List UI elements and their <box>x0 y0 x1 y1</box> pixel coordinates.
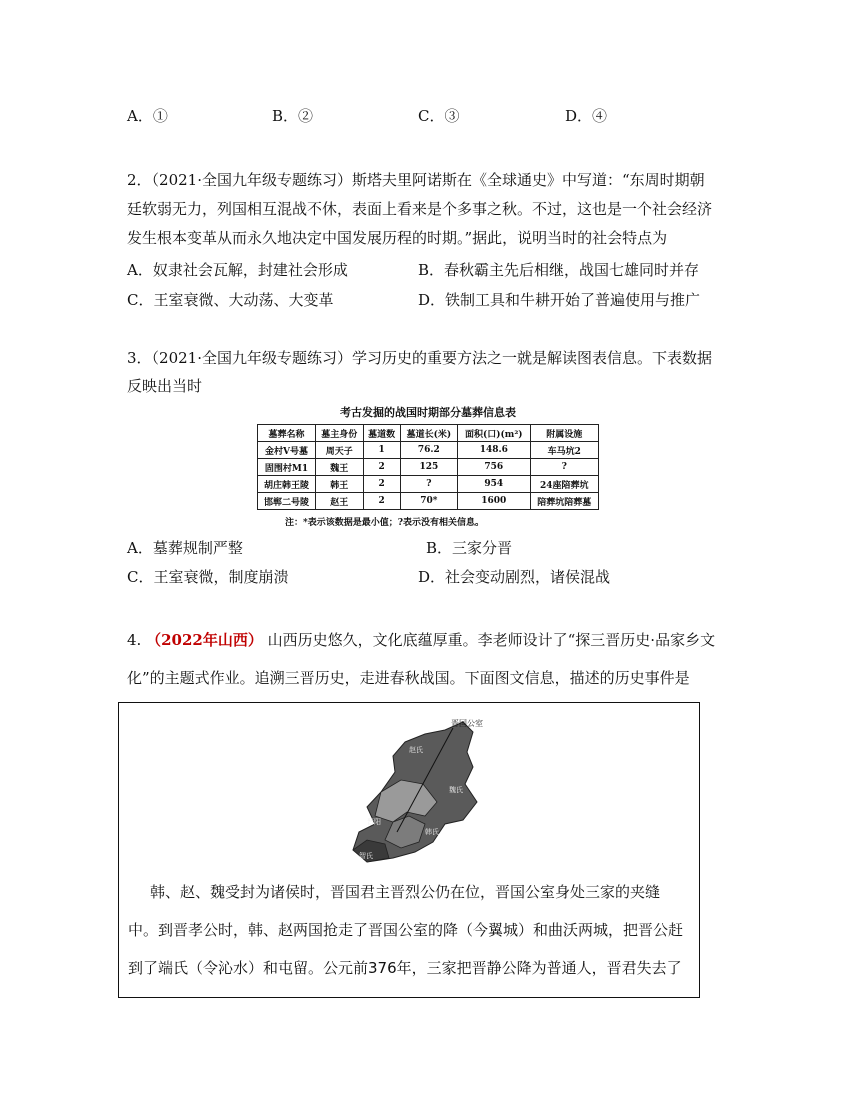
q3-option-c: C．王室衰微，制度崩溃 <box>127 568 289 586</box>
box-text-line2: 中。到晋孝公时，韩、赵两国抢走了晋国公室的降（今翼城）和曲沃两城，把晋公赶 <box>128 921 684 939</box>
table-cell: 韩王 <box>315 476 363 493</box>
q1-option-b: B．② <box>272 107 314 125</box>
q1-option-c: C．③ <box>418 107 460 125</box>
map-label-han: 韩氏 <box>425 828 439 836</box>
table-cell: 1600 <box>458 493 530 510</box>
table-row <box>258 476 599 493</box>
table-cell: 76.2 <box>400 442 457 459</box>
table-cell: 70* <box>400 493 457 510</box>
map-label-zhi: 智氏 <box>359 852 373 860</box>
q4-stem-text: 山西历史悠久，文化底蕴厚重。李老师设计了“探三晋历史·品家乡文 <box>267 631 716 649</box>
table-cell: 周天子 <box>315 442 363 459</box>
q2-option-b: B．春秋霸主先后相继，战国七雄同时并存 <box>418 261 700 279</box>
table-cell: 2 <box>363 493 400 510</box>
q4-stem-line1 <box>127 630 715 650</box>
table-cell: 邯郸二号陵 <box>258 493 316 510</box>
table-cell: 24座陪葬坑 <box>530 476 598 493</box>
table-row <box>258 442 599 459</box>
table-cell: 2 <box>363 476 400 493</box>
map-label-gongshi: 晋国公室 <box>451 719 483 728</box>
q2-option-a: A．奴隶社会瓦解，封建社会形成 <box>127 261 348 279</box>
table-header-cell: 墓道长(米) <box>400 425 457 442</box>
q3-stem-line1: 3．（2021·全国九年级专题练习）学习历史的重要方法之一就是解读图表信息。下表数据 <box>127 349 712 367</box>
q2-option-c: C．王室衰微、大动荡、大变革 <box>127 291 334 309</box>
table-cell: 954 <box>458 476 530 493</box>
table-cell: 1 <box>363 442 400 459</box>
table-cell: 赵王 <box>315 493 363 510</box>
q2-option-d: D．铁制工具和牛耕开始了普遍使用与推广 <box>418 291 701 309</box>
table-header-cell: 面积(口)(m²) <box>458 425 530 442</box>
q1-option-d: D．④ <box>565 107 608 125</box>
table-header-cell: 附属设施 <box>530 425 598 442</box>
table-row <box>258 459 599 476</box>
q3-option-b: B．三家分晋 <box>426 539 513 557</box>
table-note: 注：*表示该数据是最小值；?表示没有相关信息。 <box>285 518 484 528</box>
table-header-row <box>258 425 599 442</box>
box-text-line3: 到了端氏（令沁水）和屯留。公元前376年，三家把晋静公降为普通人，晋君失去了 <box>128 959 682 977</box>
table-header-cell: 墓道数 <box>363 425 400 442</box>
box-text-line1: 韩、赵、魏受封为诸侯时，晋国君主晋烈公仍在位，晋国公室身处三家的夹缝 <box>150 883 661 901</box>
q3-stem-line2: 反映出当时 <box>127 377 203 395</box>
table-header-cell: 墓葬名称 <box>258 425 316 442</box>
table-cell: ? <box>530 459 598 476</box>
table-cell: 陪葬坑陪葬墓 <box>530 493 598 510</box>
q3-option-a: A．墓葬规制严整 <box>127 539 243 557</box>
table-title: 考古发掘的战国时期部分墓葬信息表 <box>340 406 516 419</box>
q1-option-a: A．① <box>127 107 168 125</box>
jin-state-map <box>345 712 515 864</box>
table-cell: 金村V号墓 <box>258 442 316 459</box>
table-row <box>258 493 599 510</box>
q2-stem-line3: 发生根本变革从而永久地决定中国发展历程的时期。”据此，说明当时的社会特点为 <box>127 229 668 247</box>
table-cell: 125 <box>400 459 457 476</box>
table-cell: 2 <box>363 459 400 476</box>
q3-option-d: D．社会变动剧烈，诸侯混战 <box>418 568 611 586</box>
q4-source: （2022年山西） <box>146 631 263 649</box>
q4-stem-line2: 化”的主题式作业。追溯三晋历史，走进春秋战国。下面图文信息，描述的历史事件是 <box>127 669 690 687</box>
table-cell: ? <box>400 476 457 493</box>
table-cell: 756 <box>458 459 530 476</box>
table-cell: 148.6 <box>458 442 530 459</box>
map-label-jinyang: 晋阳 <box>367 818 381 826</box>
table-cell: 车马坑2 <box>530 442 598 459</box>
q2-stem-line2: 廷软弱无力，列国相互混战不休，表面上看来是个多事之秋。不过，这也是一个社会经济 <box>127 200 713 218</box>
q4-number: 4. <box>127 631 142 649</box>
table-cell: 胡庄韩王陵 <box>258 476 316 493</box>
table-cell: 固围村M1 <box>258 459 316 476</box>
q2-stem-line1: 2．（2021·全国九年级专题练习）斯塔夫里阿诺斯在《全球通史》中写道：“东周时期朝 <box>127 171 705 189</box>
map-label-wei: 魏氏 <box>449 786 463 794</box>
table-cell: 魏王 <box>315 459 363 476</box>
map-label-zhao: 赵氏 <box>409 746 423 754</box>
table-header-cell: 墓主身份 <box>315 425 363 442</box>
tomb-info-table <box>257 424 599 510</box>
